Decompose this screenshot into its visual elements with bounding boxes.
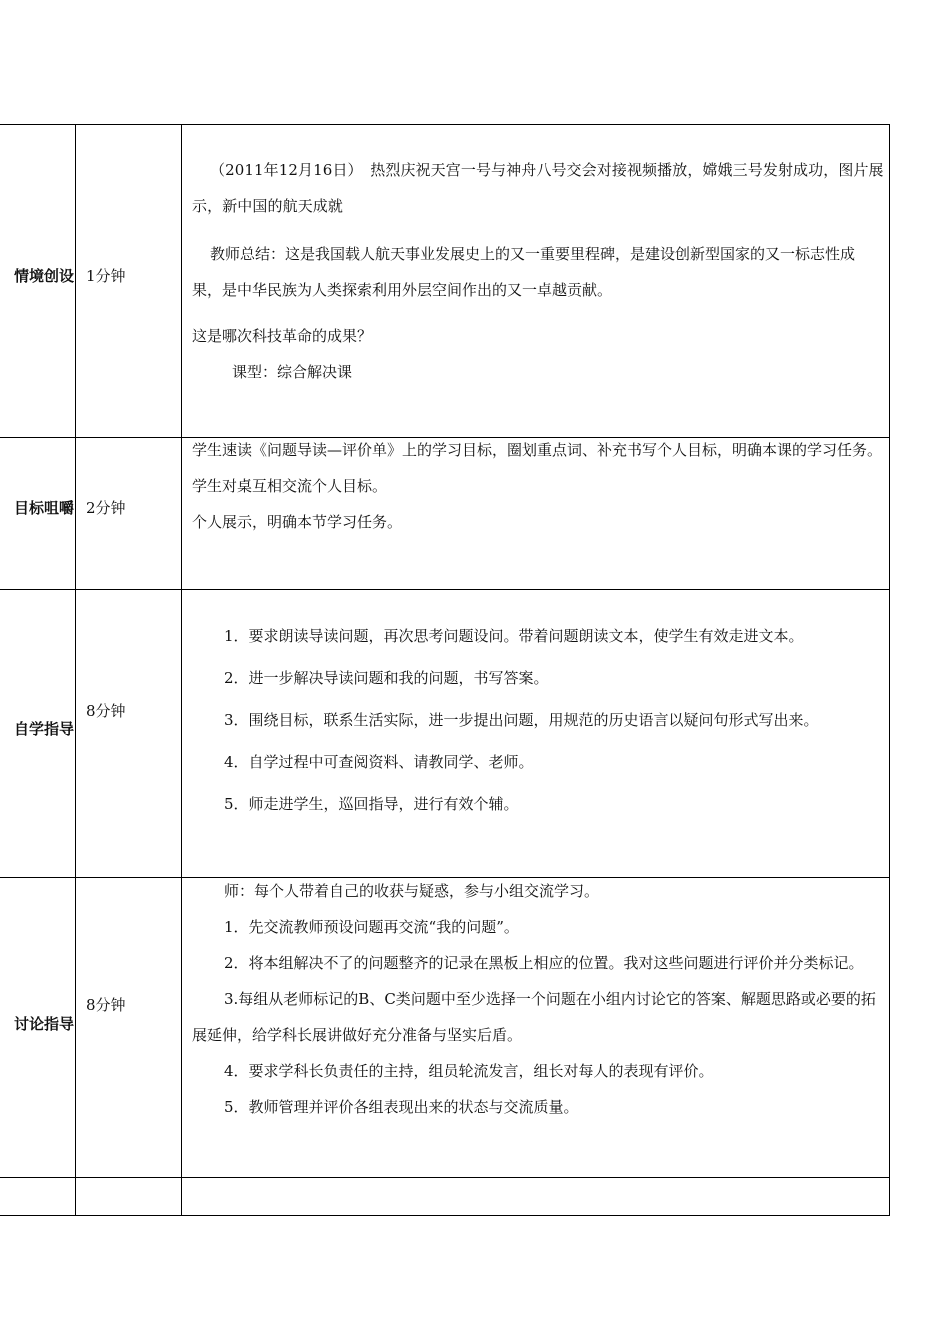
list-item: 5．师走进学生，巡回指导，进行有效个辅。 xyxy=(224,795,519,813)
list-item: 师：每个人带着自己的收获与疑惑，参与小组交流学习。 xyxy=(224,882,600,900)
time-duration: 2分钟 xyxy=(86,499,126,517)
table-border-right xyxy=(889,124,890,1216)
table-border-top xyxy=(0,124,890,125)
row-content xyxy=(192,432,884,540)
list-item: 2．将本组解决不了的问题整齐的记录在黑板上相应的位置。我对这些问题进行评价并分类标记。 xyxy=(224,954,864,972)
list-item: 2．进一步解决导读问题和我的问题，书写答案。 xyxy=(224,669,549,687)
stage-label: 目标咀嚼 xyxy=(13,499,74,517)
row-divider-4 xyxy=(0,1177,890,1178)
paragraph: 学生对桌互相交流个人目标。 xyxy=(192,477,388,495)
list-item: 3．围绕目标，联系生活实际，进一步提出问题，用规范的历史语言以疑问句形式写出来。 xyxy=(224,711,819,729)
list-item: 4．自学过程中可查阅资料、请教同学、老师。 xyxy=(224,753,534,771)
stage-label: 情境创设 xyxy=(13,267,74,285)
list-item: 1．要求朗读导读问题，再次思考问题设问。带着问题朗读文本，使学生有效走进文本。 xyxy=(224,627,804,645)
row-content xyxy=(192,618,884,822)
list-item: 3.每组从老师标记的B、C类问题中至少选择一个问题在小组内讨论它的答案、解题思路或必要的拓展延伸，给学科长展讲做好充分准备与坚实后盾。 xyxy=(192,990,876,1044)
column-divider-1 xyxy=(75,124,76,1216)
row-content xyxy=(192,873,884,1125)
row-divider-2 xyxy=(0,589,890,590)
paragraph: （2011年12月16日） 热烈庆祝天宫一号与神舟八号交会对接视频播放，嫦娥三号发射成功，图片展示，新中国的航天成就 xyxy=(192,161,884,215)
table-border-bottom xyxy=(0,1215,890,1216)
time-duration: 8分钟 xyxy=(86,996,126,1014)
column-divider-2 xyxy=(181,124,182,1216)
list-item: 1．先交流教师预设问题再交流“我的问题”。 xyxy=(224,918,519,936)
paragraph: 课型：综合解决课 xyxy=(232,363,353,381)
time-duration: 8分钟 xyxy=(86,702,126,720)
paragraph: 教师总结：这是我国载人航天事业发展史上的又一重要里程碑，是建设创新型国家的又一标志性成果，是中华民族为人类探索利用外层空间作出的又一卓越贡献。 xyxy=(192,245,856,299)
list-item: 5．教师管理并评价各组表现出来的状态与交流质量。 xyxy=(224,1098,579,1116)
paragraph: 这是哪次科技革命的成果？ xyxy=(192,327,373,345)
paragraph: 学生速读《问题导读—评价单》上的学习目标，圈划重点词、补充书写个人目标，明确本课的学习任务。 xyxy=(192,441,883,459)
stage-label: 讨论指导 xyxy=(13,1015,74,1033)
stage-label: 自学指导 xyxy=(13,720,74,738)
paragraph: 个人展示，明确本节学习任务。 xyxy=(192,513,403,531)
row-content xyxy=(192,152,884,390)
list-item: 4．要求学科长负责任的主持，组员轮流发言，组长对每人的表现有评价。 xyxy=(224,1062,714,1080)
time-duration: 1分钟 xyxy=(86,267,126,285)
